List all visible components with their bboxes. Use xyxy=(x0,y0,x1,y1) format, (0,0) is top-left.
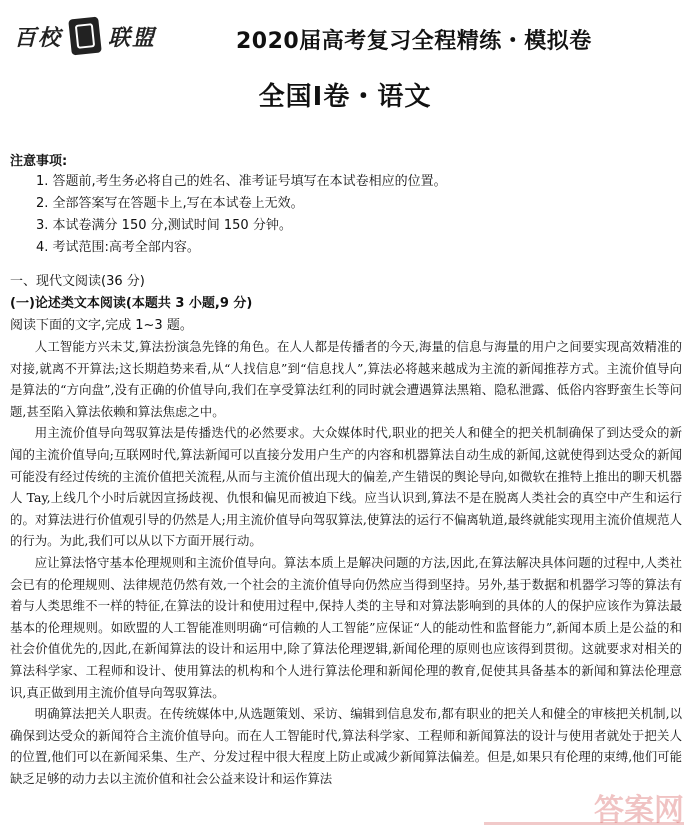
notes-list xyxy=(36,171,447,259)
exam-title: 2020届高考复习全程精练・模拟卷 xyxy=(236,29,592,54)
watermark-text: 答案网 xyxy=(594,793,684,828)
section-part-heading: 一、现代文阅读(36 分) xyxy=(10,274,145,289)
seal-icon xyxy=(68,17,102,56)
watermark xyxy=(484,785,684,828)
note-item: 3. 本试卷满分 150 分,测试时间 150 分钟。 xyxy=(36,218,292,233)
article-paragraph: 应让算法恪守基本伦理规则和主流价值导向。算法本质上是解决问题的方法,因此,在算法解决具体问题的过程中,人类社会已有的伦理规则、法律规范仍然有效,一个社会的主流价值导向仍然应当得到坚持。另外,基于数据和机器学习等的算法有着与人类思维不一样的特征,在算法的设计和使用过程中,保持人类的主导和对算法影响到的具体的人的保护应该作为算法最基本的伦理规则。如欧盟的人工智能准则明确“可信赖的人工智能”应保证“人的能动性和监督能力”,新闻本质上是公益的和社会价值优先的,因此,在新闻算法的设计和运用中,除了算法伦理逻辑,新闻伦理的原则也应该得到贯彻。这就要求对相关的算法科学家、工程师和设计、使用算法的机构和个人进行算法伦理和新闻伦理的教育,促使其具备基本的新闻和算法伦理意识,真正做到用主流价值导向驾驭算法。 xyxy=(10,554,682,700)
watermark-underline xyxy=(484,822,684,825)
reading-instruction: 阅读下面的文字,完成 1~3 题。 xyxy=(10,318,193,333)
article-body xyxy=(10,336,682,789)
article-paragraph: 明确算法把关人职责。在传统媒体中,从选题策划、采访、编辑到信息发布,都有职业的把关人和健全的审核把关机制,以确保到达受众的新闻符合主流价值导向。而在人工智能时代,算法科学家、工程师和新闻算法的设计与使用者就处于把关人的位置,他们可以在新闻采集、生产、分发过程中很大程度上防止或减少新闻算法偏差。但是,如果只有伦理的束缚,他们可能缺乏足够的动力去以主流价值和社会公益来设计和运作算法 xyxy=(10,706,682,786)
section-sub-heading: (一)论述类文本阅读(本题共 3 小题,9 分) xyxy=(10,296,253,311)
exam-subtitle: 全国Ⅰ卷・语文 xyxy=(258,82,432,112)
notes-heading: 注意事项: xyxy=(10,154,68,169)
brand-logo xyxy=(14,14,224,58)
article-paragraph: 用主流价值导向驾驭算法是传播迭代的必然要求。大众媒体时代,职业的把关人和健全的把关机制确保了到达受众的新闻的主流价值导向;互联网时代,算法新闻可以直接分发用户生产的内容和机器算法自动生成的新闻,这就使得到达受众的新闻可能没有经过传统的主流价值把关流程,从而与主流价值出现大的偏差,产生错误的舆论导向,如微软在推特上推出的聊天机器人 Tay,上线几个小时后就因宣扬歧视、仇恨和偏见而被迫下线。应当认识到,算法不是在脱离人类社会的真空中产生和运行的。对算法进行价值观引导的仍然是人;用主流价值导向驾驭算法,使算法的运行不偏离轨道,最终就能实现用主流价值规范人的行为。为此,我们可以从以下方面开展行动。 xyxy=(10,425,682,549)
note-item: 2. 全部答案写在答题卡上,写在本试卷上无效。 xyxy=(36,196,304,211)
article-paragraph: 人工智能方兴未艾,算法扮演急先锋的角色。在人人都是传播者的今天,海量的信息与海量的用户之间要实现高效精准的对接,就离不开算法;这长期趋势来看,从“人找信息”到“信息找人”,算法必将越来越成为主流的新闻推荐方式。主流价值导向是算法的“方向盘”,没有正确的价值导向,我们在享受算法红利的同时就会遭遇算法黑箱、隐私泄露、低俗内容野蛮生长等问题,甚至陷入算法依赖和算法焦虑之中。 xyxy=(10,339,682,419)
note-item: 1. 答题前,考生务必将自己的姓名、准考证号填写在本试卷相应的位置。 xyxy=(36,174,447,189)
brand-left-text: 百校 xyxy=(14,24,63,51)
brand-right-text: 联盟 xyxy=(108,24,157,51)
note-item: 4. 考试范围:高考全部内容。 xyxy=(36,240,200,255)
